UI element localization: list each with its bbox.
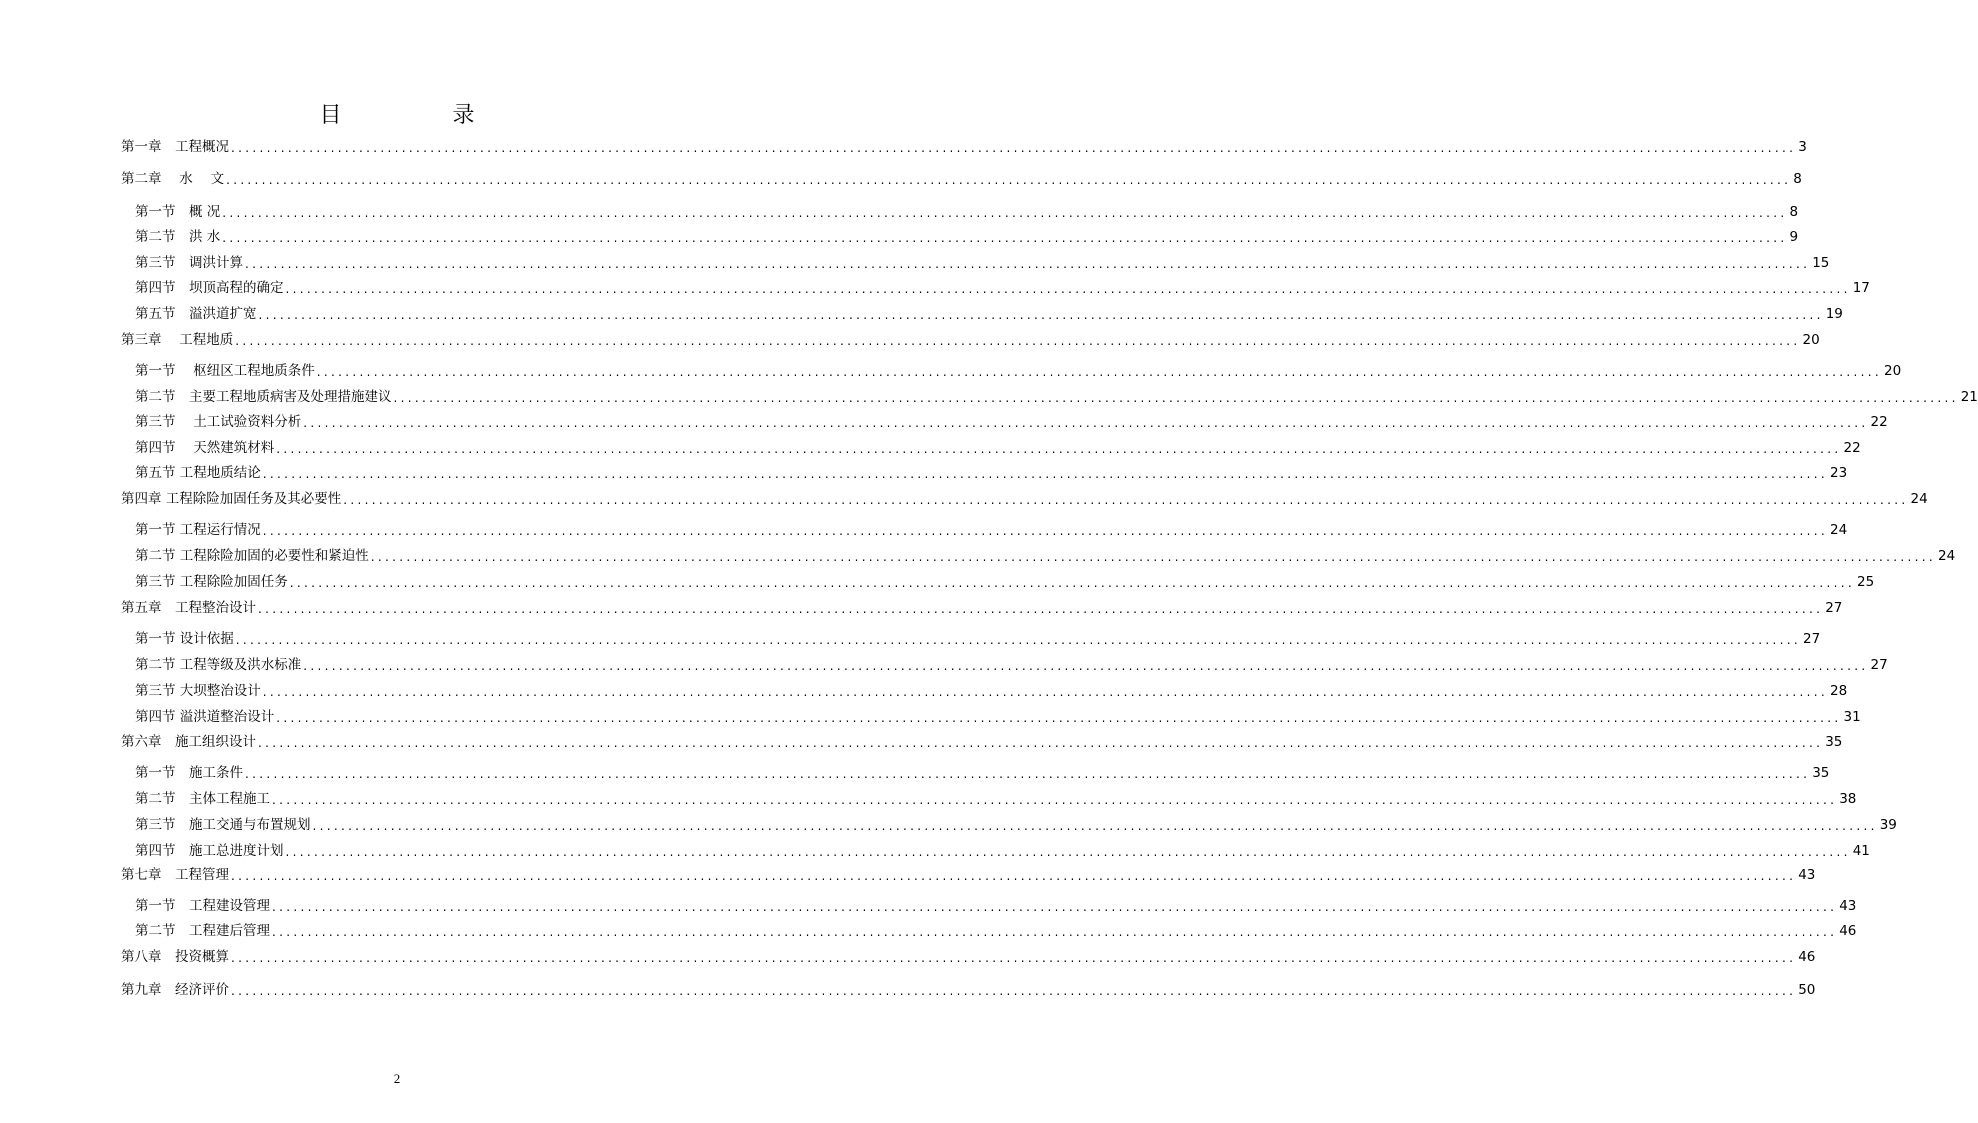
- toc-entry-page: 46: [1839, 923, 1857, 939]
- dot-leader: ............................................................................................................................................................................................................................: [370, 550, 1936, 564]
- toc-entry-label: 第二节 主要工程地质病害及处理措施建议: [135, 389, 392, 405]
- toc-section-entry[interactable]: [135, 228, 1799, 246]
- dot-leader: ............................................................................................................................................................................................................................: [235, 334, 1801, 348]
- toc-entry-label: 第二节 工程除险加固的必要性和紧迫性: [135, 548, 369, 564]
- toc-section-entry[interactable]: [135, 682, 1848, 700]
- toc-chapter-entry[interactable]: [121, 981, 1816, 999]
- toc-section-entry[interactable]: [135, 413, 1888, 431]
- dot-leader: ............................................................................................................................................................................................................................: [245, 767, 1811, 781]
- toc-entry-label: 第五节 溢洪道扩宽: [135, 306, 257, 322]
- dot-leader: ............................................................................................................................................................................................................................: [276, 711, 1842, 725]
- toc-chapter-entry[interactable]: [121, 490, 1928, 508]
- dot-leader: ............................................................................................................................................................................................................................: [272, 793, 1838, 807]
- toc-section-entry[interactable]: [135, 630, 1821, 648]
- toc-section-entry[interactable]: [135, 203, 1799, 221]
- toc-section-entry[interactable]: [135, 897, 1857, 915]
- toc-chapter-entry[interactable]: [121, 138, 1807, 156]
- dot-leader: ............................................................................................................................................................................................................................: [262, 467, 1828, 481]
- toc-entry-page: 28: [1829, 683, 1848, 699]
- toc-entry-page: 24: [1910, 491, 1928, 507]
- toc-entry-page: 22: [1843, 440, 1861, 456]
- dot-leader: ............................................................................................................................................................................................................................: [393, 391, 1959, 405]
- toc-section-entry[interactable]: [135, 279, 1870, 297]
- toc-entry-label: 第三节 工程除险加固任务: [135, 574, 288, 590]
- toc-entry-page: 17: [1852, 280, 1870, 296]
- dot-leader: ............................................................................................................................................................................................................................: [343, 493, 1909, 507]
- toc-entry-page: 27: [1870, 657, 1888, 673]
- toc-entry-page: 24: [1829, 522, 1848, 538]
- toc-entry-label: 第一节 概 况: [135, 204, 221, 220]
- toc-section-entry[interactable]: [135, 439, 1861, 457]
- toc-entry-label: 第二节 主体工程施工: [135, 791, 270, 807]
- toc-entry-page: 50: [1798, 982, 1816, 998]
- toc-entry-page: 8: [1793, 171, 1802, 187]
- dot-leader: ............................................................................................................................................................................................................................: [289, 576, 1855, 590]
- toc-chapter-entry[interactable]: [121, 599, 1843, 617]
- dot-leader: ............................................................................................................................................................................................................................: [316, 365, 1882, 379]
- toc-chapter-entry[interactable]: [121, 733, 1843, 751]
- toc-section-entry[interactable]: [135, 388, 1978, 406]
- toc-section-entry[interactable]: [135, 816, 1897, 834]
- toc-entry-label: 第二节 洪 水: [135, 229, 221, 245]
- toc-section-entry[interactable]: [135, 573, 1875, 591]
- toc-entry-label: 第三节 土工试验资料分析: [135, 414, 302, 430]
- toc-entry-label: 第一章 工程概况: [121, 139, 229, 155]
- dot-leader: ............................................................................................................................................................................................................................: [262, 524, 1828, 538]
- toc-entry-page: 35: [1825, 734, 1843, 750]
- toc-entry-label: 第四章 工程除险加固任务及其必要性: [121, 491, 342, 507]
- toc-chapter-entry[interactable]: [121, 331, 1820, 349]
- dot-leader: ............................................................................................................................................................................................................................: [285, 282, 1851, 296]
- toc-entry-page: 43: [1798, 867, 1816, 883]
- toc-chapter-entry[interactable]: [121, 948, 1816, 966]
- toc-entry-label: 第一节 施工条件: [135, 765, 243, 781]
- dot-leader: ............................................................................................................................................................................................................................: [272, 900, 1838, 914]
- toc-entry-label: 第三节 调洪计算: [135, 255, 243, 271]
- toc-entry-label: 第四节 坝顶高程的确定: [135, 280, 284, 296]
- dot-leader: ............................................................................................................................................................................................................................: [272, 925, 1838, 939]
- toc-entry-page: 43: [1839, 898, 1857, 914]
- toc-section-entry[interactable]: [135, 790, 1857, 808]
- toc-entry-page: 20: [1802, 332, 1820, 348]
- toc-entry-label: 第七章 工程管理: [121, 867, 229, 883]
- toc-entry-label: 第六章 施工组织设计: [121, 734, 256, 750]
- page-number: 2: [393, 1071, 401, 1086]
- toc-entry-label: 第八章 投资概算: [121, 949, 229, 965]
- toc-entry-page: 27: [1802, 631, 1821, 647]
- toc-entry-label: 第三章 工程地质: [121, 332, 234, 348]
- toc-section-entry[interactable]: [135, 922, 1857, 940]
- toc-entry-label: 第四节 施工总进度计划: [135, 843, 284, 859]
- dot-leader: ............................................................................................................................................................................................................................: [258, 736, 1824, 750]
- toc-entry-label: 第三节 施工交通与布置规划: [135, 817, 311, 833]
- toc-entry-page: 46: [1798, 949, 1816, 965]
- toc-entry-page: 39: [1879, 817, 1897, 833]
- toc-section-entry[interactable]: [135, 254, 1830, 272]
- dot-leader: ............................................................................................................................................................................................................................: [231, 951, 1797, 965]
- toc-entry-page: 3: [1798, 139, 1807, 155]
- toc-section-entry[interactable]: [135, 764, 1830, 782]
- dot-leader: ............................................................................................................................................................................................................................: [231, 984, 1797, 998]
- toc-entry-label: 第二节 工程等级及洪水标准: [135, 657, 302, 673]
- toc-section-entry[interactable]: [135, 842, 1870, 860]
- toc-entry-page: 41: [1852, 843, 1870, 859]
- toc-entry-page: 9: [1789, 229, 1799, 245]
- toc-entry-page: 31: [1843, 709, 1861, 725]
- dot-leader: ............................................................................................................................................................................................................................: [226, 173, 1792, 187]
- toc-entry-label: 第二节 工程建后管理: [135, 923, 270, 939]
- dot-leader: ............................................................................................................................................................................................................................: [231, 869, 1797, 883]
- toc-entry-page: 15: [1812, 255, 1830, 271]
- toc-entry-page: 24: [1937, 548, 1956, 564]
- dot-leader: ............................................................................................................................................................................................................................: [276, 442, 1842, 456]
- toc-section-entry[interactable]: [135, 656, 1888, 674]
- toc-entry-page: 8: [1789, 204, 1799, 220]
- toc-section-entry[interactable]: [135, 708, 1861, 726]
- dot-leader: ............................................................................................................................................................................................................................: [222, 206, 1788, 220]
- dot-leader: ............................................................................................................................................................................................................................: [258, 308, 1824, 322]
- toc-entry-label: 第一节 工程建设管理: [135, 898, 270, 914]
- dot-leader: ............................................................................................................................................................................................................................: [262, 685, 1828, 699]
- toc-entry-label: 第二章 水 文: [121, 171, 225, 187]
- dot-leader: ............................................................................................................................................................................................................................: [312, 819, 1878, 833]
- toc-entry-page: 19: [1825, 306, 1843, 322]
- dot-leader: ............................................................................................................................................................................................................................: [231, 141, 1797, 155]
- toc-entry-label: 第三节 大坝整治设计: [135, 683, 261, 699]
- toc-section-entry[interactable]: [135, 521, 1848, 539]
- dot-leader: ............................................................................................................................................................................................................................: [258, 602, 1824, 616]
- dot-leader: ............................................................................................................................................................................................................................: [303, 416, 1869, 430]
- toc-entry-page: 25: [1856, 574, 1875, 590]
- toc-entry-label: 第四节 溢洪道整治设计: [135, 709, 275, 725]
- toc-section-entry[interactable]: [135, 362, 1902, 380]
- dot-leader: ............................................................................................................................................................................................................................: [245, 257, 1811, 271]
- page-title: 目 录: [319, 103, 527, 128]
- toc-entry-page: 35: [1812, 765, 1830, 781]
- toc-entry-page: 22: [1870, 414, 1888, 430]
- toc-section-entry[interactable]: [135, 547, 1956, 565]
- toc-entry-label: 第一节 工程运行情况: [135, 522, 261, 538]
- toc-entry-label: 第一节 枢纽区工程地质条件: [135, 363, 315, 379]
- toc-entry-label: 第四节 天然建筑材料: [135, 440, 275, 456]
- toc-chapter-entry[interactable]: [121, 170, 1802, 188]
- dot-leader: ............................................................................................................................................................................................................................: [222, 231, 1788, 245]
- toc-entry-page: 23: [1829, 465, 1848, 481]
- toc-entry-label: 第一节 设计依据: [135, 631, 234, 647]
- toc-entry-page: 38: [1839, 791, 1857, 807]
- toc-entry-label: 第九章 经济评价: [121, 982, 229, 998]
- dot-leader: ............................................................................................................................................................................................................................: [235, 633, 1801, 647]
- toc-entry-page: 20: [1883, 363, 1902, 379]
- toc-entry-page: 21: [1960, 389, 1978, 405]
- toc-entry-label: 第五节 工程地质结论: [135, 465, 261, 481]
- toc-section-entry[interactable]: [135, 464, 1848, 482]
- toc-entry-page: 27: [1825, 600, 1843, 616]
- toc-chapter-entry[interactable]: [121, 866, 1816, 884]
- toc-entry-label: 第五章 工程整治设计: [121, 600, 256, 616]
- dot-leader: ............................................................................................................................................................................................................................: [303, 659, 1869, 673]
- dot-leader: ............................................................................................................................................................................................................................: [285, 845, 1851, 859]
- toc-section-entry[interactable]: [135, 305, 1843, 323]
